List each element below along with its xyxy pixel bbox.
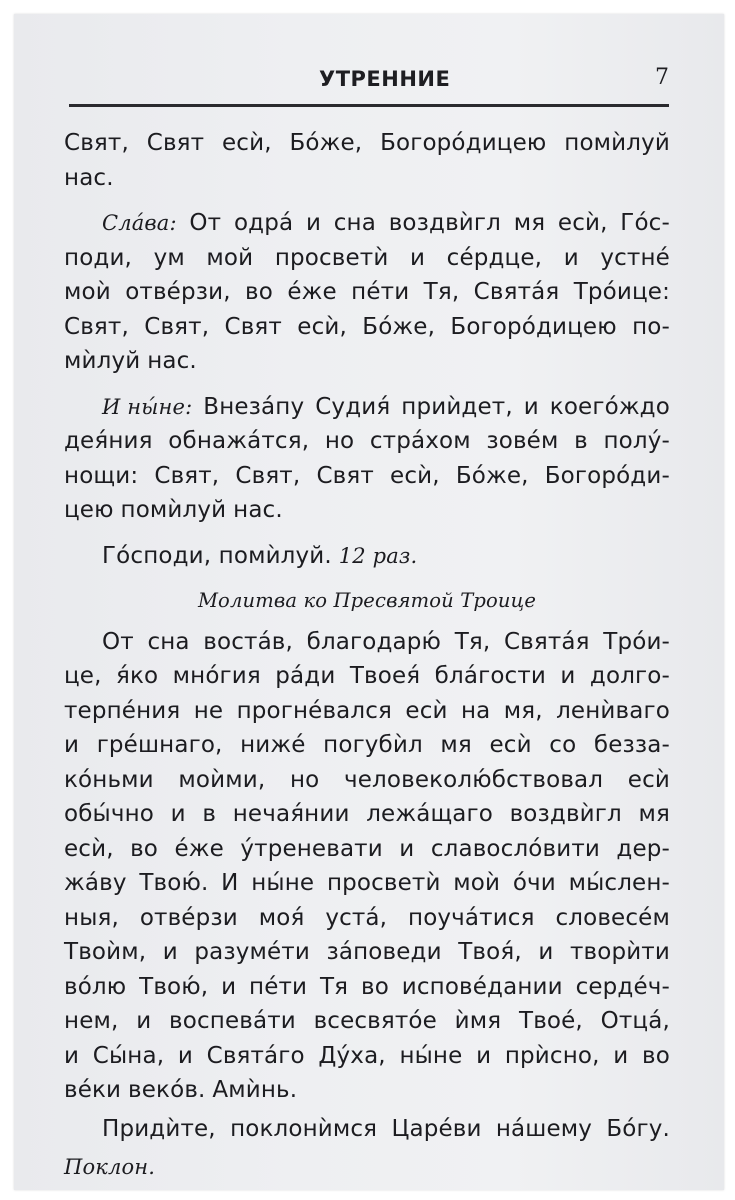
text-line <box>64 1150 670 1185</box>
word: нас. <box>64 164 114 191</box>
word: Свят <box>316 462 374 489</box>
text-line <box>64 161 670 196</box>
text-line <box>64 126 670 161</box>
text-line <box>64 970 670 1005</box>
rubric-label: Сла́ва: <box>102 211 177 235</box>
word: нас. <box>147 348 197 374</box>
word: есѝ, <box>222 130 272 156</box>
text-line <box>64 390 670 425</box>
word: у́треневати <box>240 835 383 862</box>
word: благодарю́ <box>306 628 442 655</box>
word: и <box>523 393 539 420</box>
word: во <box>130 835 159 862</box>
word: обнажа́тся, <box>168 428 310 454</box>
word: испове́дании <box>401 973 563 1000</box>
word: веко́в. <box>128 1077 206 1103</box>
word: Бо́же, <box>455 462 529 489</box>
word: стра́хом <box>369 428 471 454</box>
word: воспева́ти <box>169 1008 296 1034</box>
word: есѝ, <box>390 462 440 489</box>
word: моѝми, <box>178 766 266 793</box>
phrase: Го́споди, помѝлуй. <box>102 542 332 569</box>
word: Твоѝм, <box>64 939 147 965</box>
word: серде́ч- <box>575 973 670 1000</box>
word: Отца́, <box>600 1008 670 1034</box>
word: Ду́ха, <box>318 1042 386 1069</box>
word: есѝ, <box>557 210 608 236</box>
word: во́лю <box>64 973 127 1000</box>
word: по- <box>632 313 670 340</box>
text-line <box>64 935 670 970</box>
word: есѝ <box>627 766 670 793</box>
word: нечая́нии <box>232 801 350 827</box>
word: воста́в, <box>203 628 293 655</box>
word: От <box>189 210 222 236</box>
word: и <box>409 244 426 271</box>
text-line <box>64 866 670 901</box>
word: просветѝ <box>274 244 389 271</box>
word: Судия́ <box>315 393 391 420</box>
word: и <box>538 939 554 965</box>
word: ра́ди <box>275 663 336 689</box>
word: жа́ву <box>64 870 127 896</box>
text-line <box>64 493 670 528</box>
paragraph-3 <box>64 390 670 528</box>
word: ны́не <box>251 870 315 896</box>
text-line <box>64 797 670 832</box>
text-line <box>64 1004 670 1039</box>
word: Твоея́ <box>349 663 421 689</box>
word: о́чи <box>512 870 556 896</box>
word: Го́с- <box>620 210 670 236</box>
word: на́шему <box>495 1115 593 1142</box>
word: моя́ <box>258 904 305 931</box>
word: коего́ждо <box>549 393 670 420</box>
word: но <box>324 428 355 454</box>
word: во <box>360 973 389 1000</box>
word: ве́ки <box>64 1077 122 1103</box>
word: ѝмя <box>454 1008 502 1034</box>
word: Бо́же, <box>362 313 436 340</box>
word: Тя, <box>454 628 491 655</box>
word: мя <box>440 732 472 758</box>
word: нас. <box>233 497 283 523</box>
word: есѝ <box>405 697 448 724</box>
word: Бо́гу. <box>606 1115 670 1142</box>
rubric-note: 12 раз. <box>338 543 418 568</box>
word: Тя <box>319 973 349 1000</box>
word: Сы́на, <box>92 1042 165 1069</box>
word: мя <box>513 210 546 236</box>
word: це, <box>64 663 102 689</box>
text-line <box>64 424 670 459</box>
word: Царе́ви <box>391 1115 482 1142</box>
word: сна <box>333 210 376 236</box>
word: Свят, <box>64 130 129 156</box>
rubric-label: И ны́не: <box>102 394 193 419</box>
word: Богоро́дицею <box>450 313 617 340</box>
word: ко́ньми <box>64 766 154 793</box>
word: нощи: <box>64 462 139 489</box>
word: человеколю́бствовал <box>344 766 604 793</box>
word: приѝдет, <box>401 393 513 420</box>
word: безза- <box>593 732 670 758</box>
paragraph-4 <box>64 539 670 574</box>
word: Тро́ице: <box>573 279 670 305</box>
word: ныя, <box>64 904 119 931</box>
word: прѝсно, <box>504 1042 600 1069</box>
word: пе́ти <box>249 973 308 1000</box>
word: погубѝл <box>323 732 423 758</box>
word: и <box>221 973 237 1000</box>
word: я́ко <box>115 663 159 689</box>
word: дер- <box>616 835 670 862</box>
word: уста́, <box>325 904 388 931</box>
word: Амѝнь. <box>212 1077 298 1103</box>
word: просветѝ <box>326 870 441 896</box>
text-line <box>64 539 670 574</box>
word: словесе́м <box>555 904 670 931</box>
word: и <box>613 1042 629 1069</box>
word: дея́ния <box>64 428 153 454</box>
paragraph-5 <box>64 625 670 1108</box>
word: славосло́вити <box>430 835 600 862</box>
word: бла́гости <box>434 663 546 689</box>
word: се́рдце, <box>446 244 543 271</box>
word: поклонѝмся <box>230 1115 378 1142</box>
word: Тро́и- <box>603 628 670 655</box>
word: во <box>245 279 273 305</box>
word: Свят, <box>144 313 210 340</box>
word: помѝлуй <box>564 130 670 156</box>
word: за́поведи <box>326 939 442 965</box>
paragraph-1 <box>64 126 670 195</box>
word: зове́м <box>486 428 559 454</box>
word: Тя, <box>423 279 460 305</box>
word: Свят <box>224 313 282 340</box>
word: От <box>102 628 134 655</box>
text-line <box>64 275 670 310</box>
word: пе́ти <box>351 279 410 305</box>
text-line <box>64 241 670 276</box>
running-head: УТРЕННИЕ <box>319 67 451 91</box>
text-line <box>64 728 670 763</box>
text-line <box>64 1073 670 1108</box>
text-line <box>64 459 670 494</box>
word: есѝ <box>489 732 532 758</box>
word: есѝ, <box>297 313 347 340</box>
text-line <box>64 694 670 729</box>
word: Придѝте, <box>102 1115 216 1142</box>
paragraph-7 <box>64 1150 670 1185</box>
word: Твою́. <box>139 870 209 896</box>
text-line <box>64 206 670 241</box>
word: Свята́я <box>473 279 560 305</box>
text-line <box>64 344 670 379</box>
word: ленѝваго <box>556 697 670 724</box>
text-line <box>64 1039 670 1074</box>
word: поуча́тися <box>408 904 535 931</box>
word: помѝлуй <box>120 497 227 523</box>
word: Твою́, <box>139 973 209 1000</box>
paragraph-2 <box>64 206 670 379</box>
word: воздвѝгл <box>388 210 501 236</box>
word: в <box>574 428 588 454</box>
text-line <box>64 584 670 619</box>
text-line <box>64 659 670 694</box>
word: Свята́го <box>206 1042 305 1069</box>
word: творѝти <box>569 939 670 965</box>
word: и <box>64 732 80 758</box>
word: разуме́ти <box>194 939 310 965</box>
word: Богоро́дицею <box>380 130 547 156</box>
text-line <box>64 1112 670 1147</box>
word: ниже́ <box>240 732 306 758</box>
word: цею <box>64 497 114 523</box>
word: и <box>563 244 579 271</box>
word: сна <box>147 628 190 655</box>
word: есѝ, <box>64 835 114 862</box>
word: гре́шнаго, <box>96 732 223 758</box>
word: прогне́вался <box>236 697 393 724</box>
word: мно́гия <box>172 663 261 689</box>
word: и <box>476 1042 492 1069</box>
text-line <box>64 310 670 345</box>
word: мѝлуй <box>64 348 141 374</box>
word: Свят, <box>64 313 129 340</box>
word: и <box>177 1042 193 1069</box>
page-text <box>64 126 670 1190</box>
word: Свят <box>146 130 205 156</box>
word: отве́рзи, <box>125 279 231 305</box>
word: всесвято́е <box>313 1008 437 1034</box>
word: и <box>64 1042 80 1069</box>
page-number: 7 <box>655 65 669 90</box>
word: ум <box>153 244 185 271</box>
rubric-bow: Поклон. <box>64 1155 156 1179</box>
word: Твоя́, <box>458 939 522 965</box>
word: на <box>460 697 491 724</box>
word: устне́ <box>600 244 670 271</box>
word: поди, <box>64 244 133 271</box>
word: Внеза́пу <box>203 393 305 420</box>
word: ны́не <box>399 1042 463 1069</box>
prayer-subtitle-block <box>64 584 670 619</box>
word: Свята́я <box>503 628 590 655</box>
word: моѝ <box>64 279 111 305</box>
word: в <box>202 801 217 827</box>
word: со <box>549 732 577 758</box>
word: Свят, <box>154 462 220 489</box>
word: полу́- <box>603 428 670 454</box>
word: долго- <box>589 663 670 689</box>
word: и <box>560 663 576 689</box>
text-line <box>64 763 670 798</box>
word: е́же <box>287 279 337 305</box>
book-page <box>14 14 724 1190</box>
text-line <box>64 901 670 936</box>
word: и <box>170 801 186 827</box>
word: Бо́же, <box>289 130 363 156</box>
word: нем, <box>64 1008 119 1034</box>
word: и <box>162 939 178 965</box>
word: и <box>305 210 322 236</box>
word: отве́рзи <box>139 904 238 931</box>
word: и <box>399 835 415 862</box>
word: терпе́ния <box>64 697 181 724</box>
page-header <box>69 61 669 101</box>
word: во <box>641 1042 670 1069</box>
text-line <box>64 625 670 660</box>
word: мы́слен- <box>568 870 670 896</box>
word: мя <box>638 801 670 827</box>
text-line <box>64 832 670 867</box>
word: не <box>193 697 224 724</box>
word: воздвѝгл <box>509 801 622 827</box>
word: Свят, <box>235 462 301 489</box>
word: лежа́щаго <box>366 801 493 827</box>
paragraph-6 <box>64 1112 670 1147</box>
word: мой <box>206 244 254 271</box>
word: одра́ <box>233 210 294 236</box>
word: и <box>136 1008 152 1034</box>
header-rule <box>69 104 669 107</box>
word: но <box>289 766 320 793</box>
word: моѝ <box>453 870 501 896</box>
word: И <box>221 870 239 896</box>
prayer-subtitle: Молитва ко Пресвятой Троице <box>197 589 537 612</box>
word: Твое́, <box>519 1008 583 1034</box>
word: мя, <box>503 697 543 724</box>
word: Богоро́ди- <box>544 462 670 489</box>
word: е́же <box>174 835 224 862</box>
word: обы́чно <box>64 801 155 827</box>
